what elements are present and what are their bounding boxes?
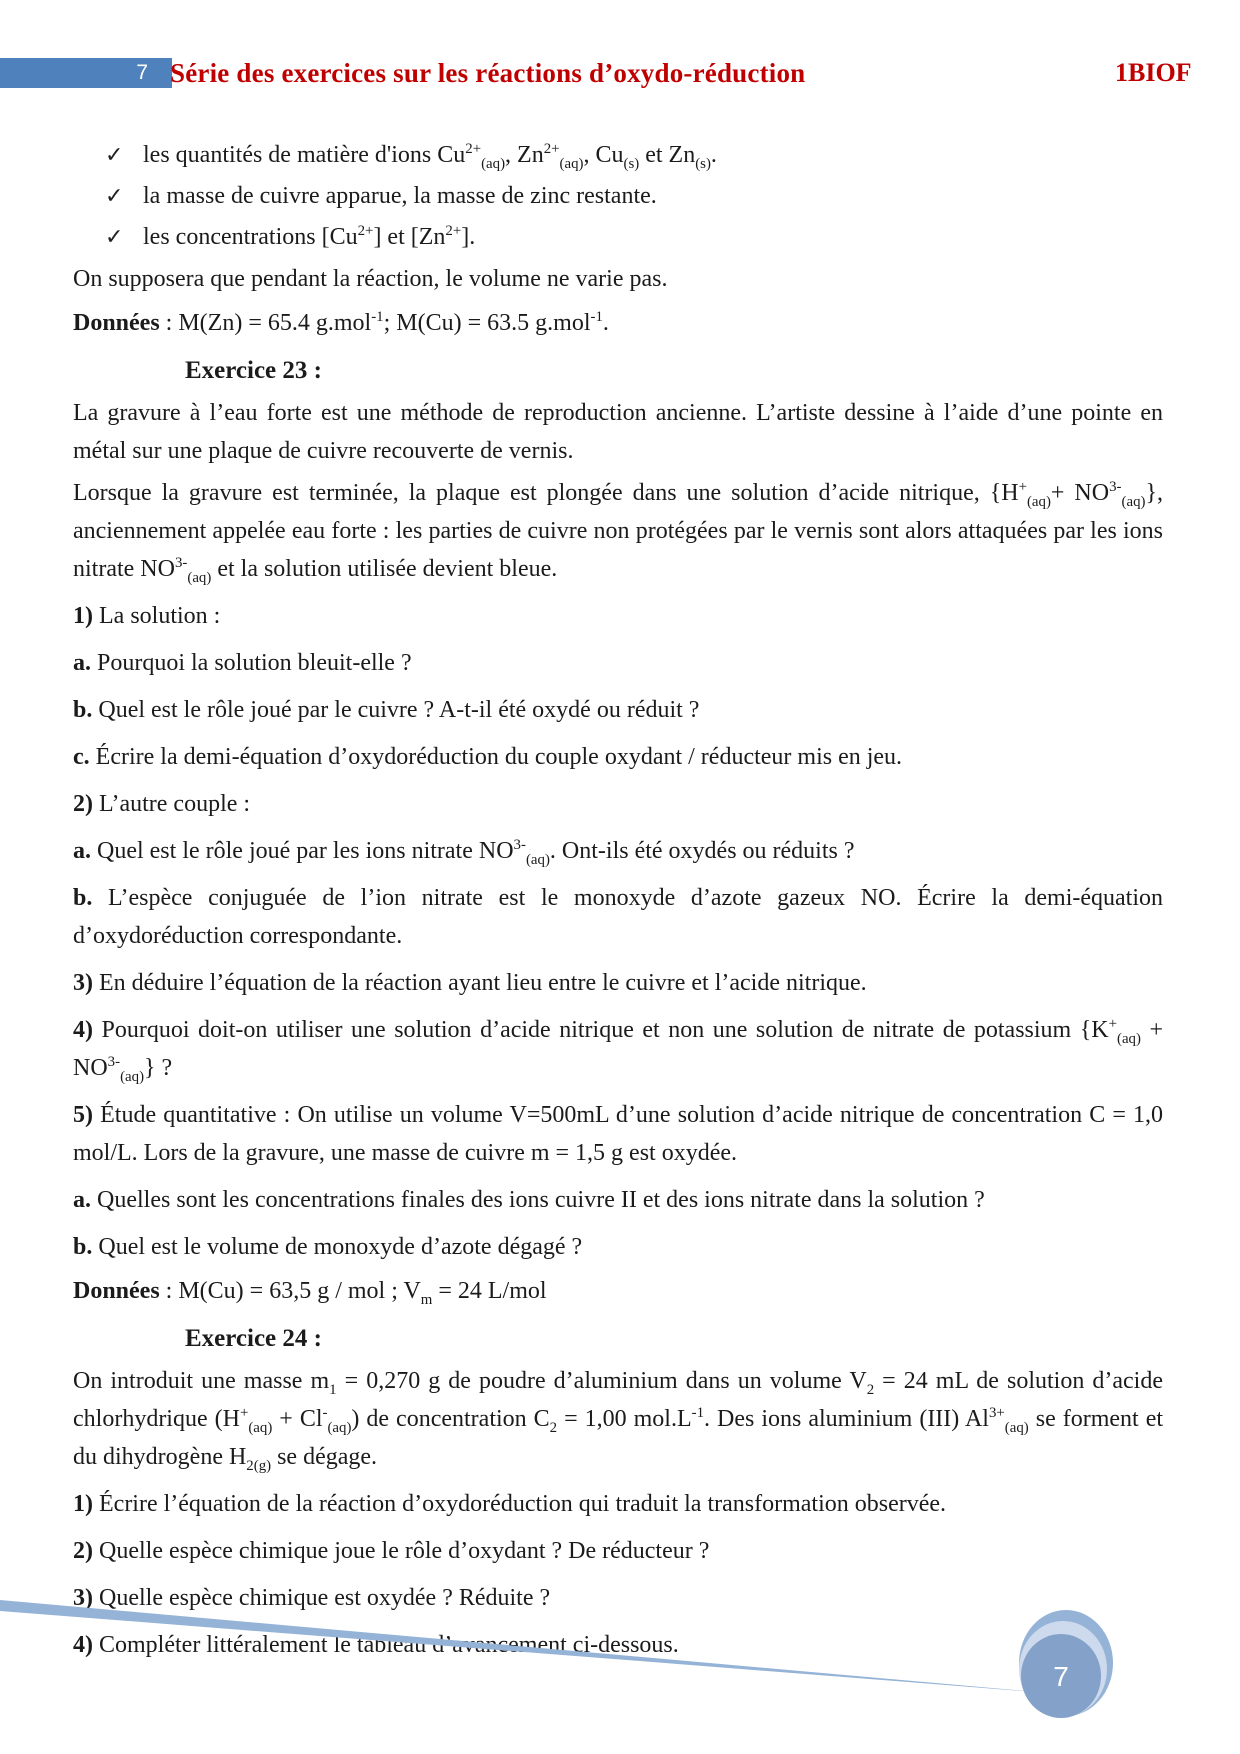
question-item: b. L’espèce conjuguée de l’ion nitrate est le monoxyde d’azote gazeux NO. Écrire la demi-équation d’oxydoréduction correspondante. [73, 885, 1163, 949]
checklist-item-text: les quantités de matière d'ions $Cu^{2+}_{(aq)}$, $Zn^{2+}_{(aq)}$, $Cu_{(s)}$ et $Zn_{(s)}$. [143, 141, 717, 172]
exercise-23-intro-paragraph: La gravure à l’eau forte est une méthode de reproduction ancienne. L’artiste dessine à l’aide d’une pointe en métal sur une plaque de cuivre recouverte de vernis. [73, 400, 1163, 464]
exercise-24-heading: Exercice 24 : [185, 1325, 322, 1352]
exercise-23-intro-paragraph: Lorsque la gravure est terminée, la plaque est plongée dans une solution d’acide nitrique, $\{H^+_{(aq)}+ NO^{3-}_{(aq)}\}$, anciennement appelée eau forte : les parties de cuivre non protégées par le vernis sont alors attaquées par les ions nitrate $NO^{3-}_{(aq)}$ et la solution utilisée devient bleue. [73, 479, 1163, 586]
page-title: Série des exercices sur les réactions d’oxydo-réduction [170, 58, 806, 88]
footer-page-number: 7 [1053, 1661, 1069, 1692]
question-item: b. Quel est le rôle joué par le cuivre ? A-t-il été oxydé ou réduit ? [73, 697, 700, 723]
checkmark-icon: ✓ [105, 224, 124, 249]
question-item: 4) Compléter littéralement le tableau d’avancement ci-dessous. [73, 1632, 679, 1658]
question-item: 4) Pourquoi doit-on utiliser une solution d’acide nitrique et non une solution de nitrate de potassium $\{K^+_{(aq)} + NO^{3-}_{(aq)}\}$ ? [73, 1016, 1163, 1085]
data-line: Données : M(Cu) = 63,5 g / mol ; $V_m = 24$ L/mol [73, 1278, 547, 1308]
question-item: 1) La solution : [73, 603, 221, 629]
question-item: c. Écrire la demi-équation d’oxydoréduction du couple oxydant / réducteur mis en jeu. [73, 744, 903, 770]
exercise-24-intro-paragraph: On introduit une masse $m_1 = 0,270$ g de poudre d’aluminium dans un volume $V_2 = 24$ mL de solution d’acide chlorhydrique $(H^+_{(aq)} + Cl^-_{(aq)})$ de concentration $C_2 = 1,00$ $mol.L^{-1}$. Des ions aluminium (III) $Al^{3+}_{(aq)}$ se forment et du dihydrogène $H_{2(g)}$ se dégage. [73, 1368, 1164, 1474]
header-page-badge-bar [0, 58, 172, 88]
swoosh-line [0, 1600, 1048, 1693]
question-item: 3) En déduire l’équation de la réaction ayant lieu entre le cuivre et l’acide nitrique. [73, 970, 867, 996]
checklist [73, 136, 1163, 256]
checklist-item [73, 136, 1163, 174]
document-body [73, 136, 1163, 1664]
checklist-item-text: les concentrations $[Cu^{2+}]$ et $[Zn^{2+}]$. [143, 223, 476, 250]
checklist-item-text: la masse de cuivre apparue, la masse de zinc restante. [143, 183, 657, 209]
question-item: 2) Quelle espèce chimique joue le rôle d’oxydant ? De réducteur ? [73, 1538, 710, 1564]
footer-swoosh [0, 1580, 1240, 1754]
note-paragraph: On supposera que pendant la réaction, le volume ne varie pas. [73, 266, 668, 292]
checklist-item [73, 177, 1163, 215]
question-item: b. Quel est le volume de monoxyde d’azote dégagé ? [73, 1234, 583, 1260]
checkmark-icon: ✓ [105, 183, 124, 208]
course-code: 1BIOF [1115, 58, 1192, 87]
exercise-23-heading: Exercice 23 : [185, 357, 322, 384]
header-page-number: 7 [136, 61, 148, 84]
question-item: 3) Quelle espèce chimique est oxydée ? Réduite ? [73, 1585, 551, 1611]
question-item: a. Quel est le rôle joué par les ions nitrate $NO^{3-}_{(aq)}$. Ont-ils été oxydés ou réduits ? [73, 837, 855, 868]
question-item: a. Pourquoi la solution bleuit-elle ? [73, 650, 412, 676]
question-item: 5) Étude quantitative : On utilise un volume V=500mL d’une solution d’acide nitrique de concentration C = 1,0 mol/L. Lors de la gravure, une masse de cuivre m = 1,5 g est oxydée. [73, 1102, 1163, 1166]
checkmark-icon: ✓ [105, 142, 124, 167]
checklist-item [73, 218, 1163, 256]
data-line: Données : M(Zn) = 65.4 g.mol$^{-1}$; M(Cu) = 63.5 g.mol$^{-1}$. [73, 309, 609, 336]
question-item: 1) Écrire l’équation de la réaction d’oxydoréduction qui traduit la transformation observée. [73, 1491, 947, 1517]
question-item: a. Quelles sont les concentrations finales des ions cuivre II et des ions nitrate dans la solution ? [73, 1187, 985, 1213]
question-item: 2) L’autre couple : [73, 791, 251, 817]
